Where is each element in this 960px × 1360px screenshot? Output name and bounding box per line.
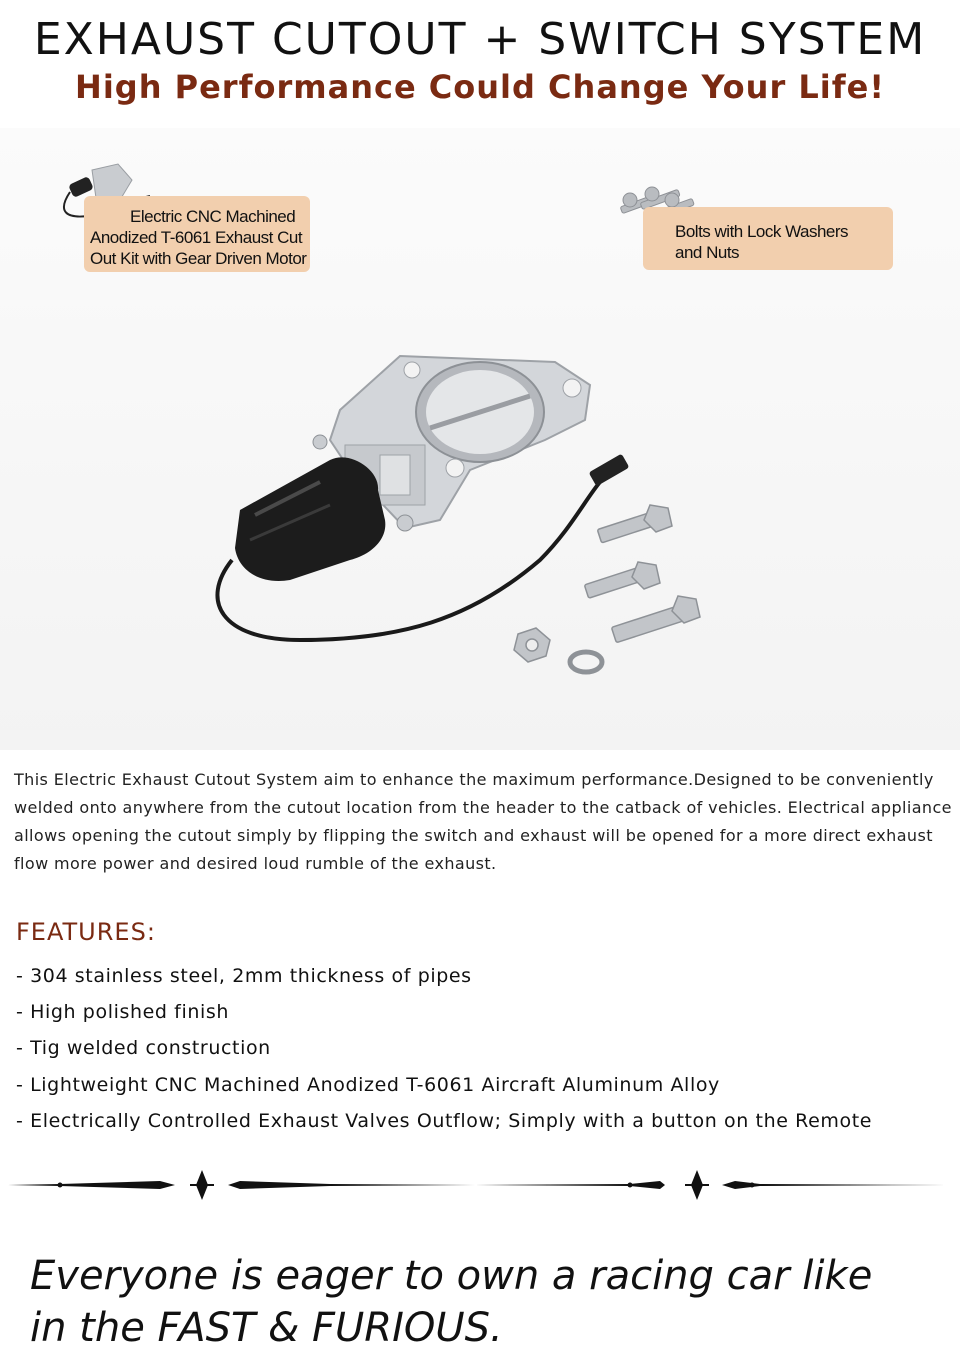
features-heading: FEATURES: <box>16 918 156 946</box>
feature-item: - Tig welded construction <box>16 1037 271 1060</box>
features-list <box>16 958 872 1139</box>
motor-kit-callout <box>84 196 310 272</box>
tagline-line: Everyone is eager to own a racing car like <box>30 1253 873 1299</box>
wire-connector <box>589 454 630 487</box>
feature-item: - High polished finish <box>16 1001 230 1024</box>
tagline <box>30 1250 872 1354</box>
page-title: EXHAUST CUTOUT + SWITCH SYSTEM <box>33 14 927 65</box>
page-subtitle: High Performance Could Change Your Life! <box>75 68 885 106</box>
tagline-line: in the FAST & FURIOUS. <box>30 1305 503 1351</box>
callout-line: and Nuts <box>675 243 740 262</box>
feature-item: - Electrically Controlled Exhaust Valves Outflow; Simply with a button on the Remote <box>16 1109 873 1132</box>
callout-line: Electric CNC Machined <box>130 207 296 226</box>
callout-line: Bolts with Lock Washers <box>675 222 849 241</box>
callout-line: Anodized T-6061 Exhaust Cut <box>90 228 303 247</box>
ornamental-divider <box>0 1164 960 1204</box>
feature-item: - Lightweight CNC Machined Anodized T-6061 Aircraft Aluminum Alloy <box>16 1073 720 1096</box>
feature-item: - 304 stainless steel, 2mm thickness of pipes <box>16 965 472 987</box>
bolt-set <box>514 505 700 672</box>
callout-line: Out Kit with Gear Driven Motor <box>90 249 307 268</box>
product-description: This Electric Exhaust Cutout System aim to enhance the maximum performance.Designed to be conveniently welded onto anywhere from the cutout location from the header to the catback of vehicles. Electrical appliance allows opening the cutout simply by flipping the switch and exhaust will be opened for a more direct exhaust flow more power and desired loud rumble of the exhaust. <box>14 770 952 873</box>
bolts-callout <box>643 207 893 270</box>
